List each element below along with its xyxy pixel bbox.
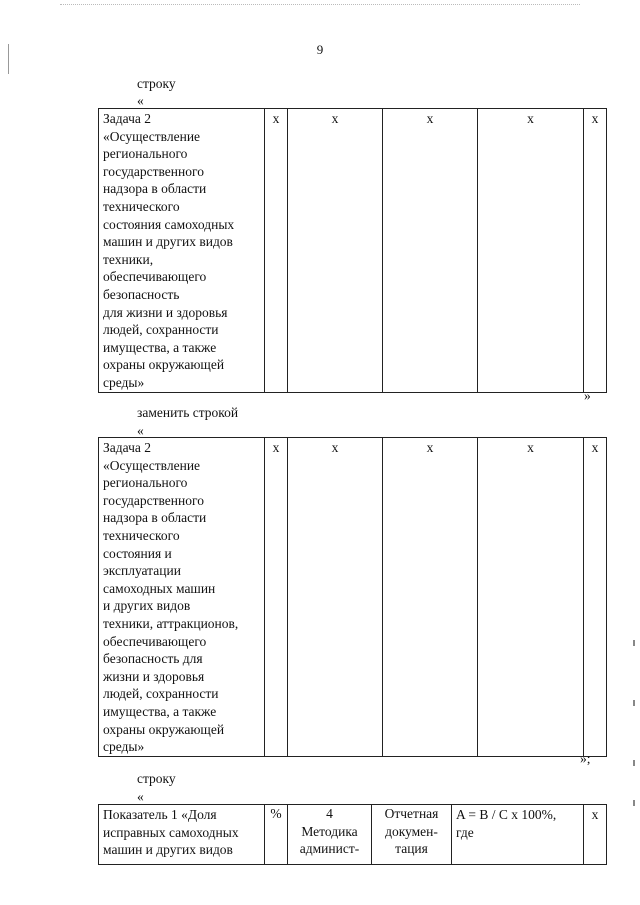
source-cell bbox=[372, 805, 452, 865]
formula-cell bbox=[452, 805, 584, 865]
formula-text: A = B / C x 100%, где bbox=[456, 807, 557, 840]
quote-close-2: »; bbox=[580, 751, 591, 766]
indicator-text: Показатель 1 «Доля исправных самоходных машин и других видов bbox=[103, 807, 239, 858]
mark-cell: x bbox=[383, 109, 478, 393]
table-old-row bbox=[98, 108, 607, 393]
source-text: Отчетная докумен- тация bbox=[384, 806, 439, 857]
mark-cell: x bbox=[584, 438, 607, 757]
unit-cell: % bbox=[265, 805, 288, 865]
table-new-row bbox=[98, 437, 607, 757]
quote-close-1: » bbox=[584, 388, 591, 403]
mark-cell: x bbox=[478, 109, 584, 393]
scan-artifact-dot bbox=[633, 800, 635, 806]
table-row bbox=[99, 109, 607, 393]
mark-cell: x bbox=[383, 438, 478, 757]
task-cell bbox=[99, 109, 265, 393]
intro-text-1: строку bbox=[137, 76, 176, 91]
mark-cell: x bbox=[584, 805, 607, 865]
method-cell bbox=[288, 805, 372, 865]
intro-text-2: заменить строкой bbox=[137, 405, 239, 420]
quote-open-1: « bbox=[137, 93, 144, 108]
mark-cell: x bbox=[265, 109, 288, 393]
mark-cell: x bbox=[584, 109, 607, 393]
mark-cell: x bbox=[288, 438, 383, 757]
task-cell bbox=[99, 438, 265, 757]
quote-open-2: « bbox=[137, 423, 144, 438]
quote-open-3: « bbox=[137, 789, 144, 804]
mark-cell: x bbox=[478, 438, 584, 757]
task-text: Задача 2 «Осуществление регионального государственного надзора в области технического состояния самоходных машин и других видов техники, обеспечивающего безопасность для жизни и здоровья людей, сохранности имущества, а также охраны окружающей среды» bbox=[103, 111, 235, 390]
mark-cell: x bbox=[288, 109, 383, 393]
table-row bbox=[99, 805, 607, 865]
scan-artifact-dot bbox=[633, 760, 635, 766]
scan-artifact-dot bbox=[633, 640, 635, 646]
table-row bbox=[99, 438, 607, 757]
scan-artifact-dot bbox=[633, 700, 635, 706]
task-text: Задача 2 «Осуществление регионального государственного надзора в области технического состояния и эксплуатации самоходных машин и других видов техники, аттракционов, обеспечивающего безопасность для жизни и здоровья людей, сохранности имущества, а также охраны окружающей среды» bbox=[103, 440, 239, 755]
page-number: 9 bbox=[316, 42, 324, 57]
table-indicator-row bbox=[98, 804, 607, 865]
method-text: 4 Методика админист- bbox=[299, 806, 360, 857]
scan-artifact-top bbox=[60, 4, 580, 5]
indicator-cell bbox=[99, 805, 265, 865]
intro-text-3: строку bbox=[137, 771, 176, 786]
mark-cell: x bbox=[265, 438, 288, 757]
